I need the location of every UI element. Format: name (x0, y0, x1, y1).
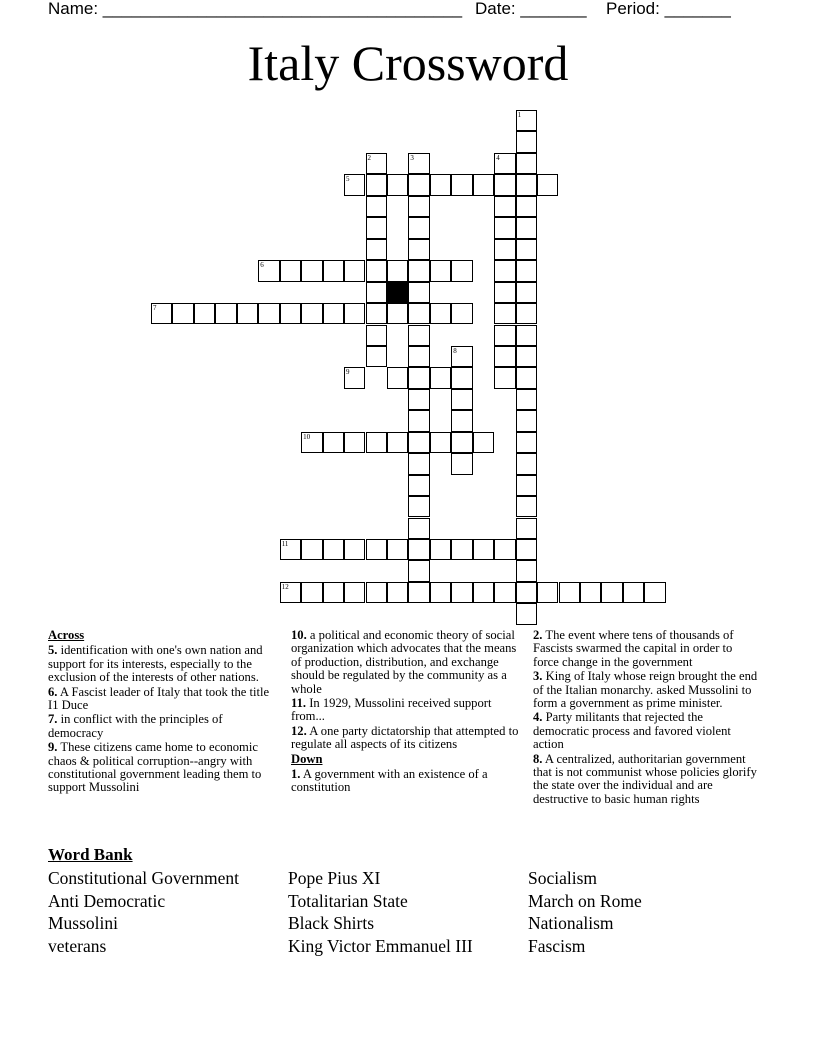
crossword-cell[interactable] (408, 217, 429, 238)
word-bank-item: Totalitarian State (288, 890, 408, 911)
clue-number: 4 (496, 153, 500, 162)
down-clue-3: 3. King of Italy whose reign brought the end of the Italian monarchy. asked Mussolini to form a government as prime minister. (533, 669, 758, 711)
crossword-cell[interactable] (344, 260, 365, 281)
crossword-cell[interactable] (516, 196, 537, 217)
crossword-cell[interactable] (516, 603, 537, 624)
crossword-cell[interactable] (580, 582, 601, 603)
clue-number: 5 (346, 175, 350, 184)
crossword-cell[interactable] (301, 260, 322, 281)
crossword-cell[interactable] (366, 432, 387, 453)
crossword-cell[interactable] (516, 560, 537, 581)
crossword-cell[interactable] (366, 325, 387, 346)
crossword-cell[interactable] (516, 174, 537, 195)
crossword-cell[interactable] (473, 539, 494, 560)
crossword-cell[interactable] (451, 453, 472, 474)
crossword-cell[interactable] (301, 432, 322, 453)
across-clue-5: 5. identification with one's own nation and support for its interests, especially to the exclusion of the interests of other nations. (48, 643, 263, 685)
crossword-cell[interactable] (451, 539, 472, 560)
crossword-cell[interactable] (516, 346, 537, 367)
crossword-cell[interactable] (516, 518, 537, 539)
down-clue-1: 1. A government with an existence of a constitution (291, 767, 488, 795)
crossword-cell[interactable] (451, 346, 472, 367)
crossword-cell[interactable] (344, 432, 365, 453)
crossword-cell[interactable] (237, 303, 258, 324)
crossword-cell[interactable] (408, 346, 429, 367)
crossword-cell[interactable] (408, 367, 429, 388)
crossword-cell[interactable] (323, 582, 344, 603)
word-bank-item: Fascism (528, 935, 586, 956)
crossword-cell[interactable] (408, 475, 429, 496)
crossword-cell[interactable] (516, 239, 537, 260)
crossword-cell[interactable] (516, 582, 537, 603)
crossword-cell[interactable] (494, 282, 515, 303)
crossword-cell[interactable] (408, 539, 429, 560)
crossword-cell[interactable] (494, 260, 515, 281)
page-title: Italy Crossword (247, 35, 569, 91)
crossword-cell[interactable] (408, 325, 429, 346)
crossword-cell[interactable] (473, 174, 494, 195)
crossword-cell[interactable] (344, 174, 365, 195)
crossword-cell[interactable] (258, 260, 279, 281)
crossword-cell[interactable] (408, 303, 429, 324)
crossword-cell[interactable] (408, 196, 429, 217)
crossword-cell[interactable] (516, 260, 537, 281)
crossword-cell[interactable] (516, 153, 537, 174)
crossword-cell[interactable] (494, 153, 515, 174)
crossword-cell[interactable] (516, 432, 537, 453)
crossword-cell[interactable] (430, 260, 451, 281)
crossword-cell[interactable] (430, 303, 451, 324)
clue-number: 9 (346, 368, 350, 377)
clue-number: 7 (153, 304, 157, 313)
word-bank-title: Word Bank (48, 845, 133, 864)
crossword-cell[interactable] (280, 582, 301, 603)
crossword-cell[interactable] (408, 174, 429, 195)
crossword-cell[interactable] (516, 367, 537, 388)
crossword-cell[interactable] (301, 303, 322, 324)
crossword-cell[interactable] (451, 367, 472, 388)
crossword-cell[interactable] (516, 389, 537, 410)
crossword-cell[interactable] (430, 432, 451, 453)
crossword-cell[interactable] (451, 582, 472, 603)
crossword-cell[interactable] (451, 432, 472, 453)
date-field[interactable]: Date: _______ (475, 0, 587, 18)
word-bank-item: Anti Democratic (48, 890, 166, 911)
crossword-cell[interactable] (344, 367, 365, 388)
crossword-cell[interactable] (559, 582, 580, 603)
clue-number: 11 (281, 540, 289, 548)
crossword-cell[interactable] (301, 582, 322, 603)
crossword-cell[interactable] (516, 325, 537, 346)
crossword-cell[interactable] (601, 582, 622, 603)
crossword-cell[interactable] (280, 260, 301, 281)
crossword-cell[interactable] (151, 303, 172, 324)
crossword-cell[interactable] (494, 196, 515, 217)
clue-number: 12 (281, 582, 289, 591)
crossword-cell[interactable] (366, 303, 387, 324)
crossword-cell[interactable] (494, 582, 515, 603)
word-bank-item: veterans (48, 935, 107, 956)
clue-number: 3 (410, 153, 414, 162)
crossword-cell[interactable] (644, 582, 665, 603)
crossword-cell[interactable] (366, 153, 387, 174)
crossword-cell[interactable] (430, 367, 451, 388)
crossword-cell[interactable] (516, 539, 537, 560)
name-field[interactable]: Name: ______________________________________ (48, 0, 463, 18)
crossword-cell[interactable] (537, 174, 558, 195)
crossword-cell[interactable] (516, 410, 537, 431)
crossword-cell[interactable] (408, 582, 429, 603)
word-bank-item: March on Rome (528, 890, 642, 911)
crossword-cell[interactable] (344, 303, 365, 324)
crossword-cell[interactable] (387, 432, 408, 453)
period-field[interactable]: Period: _______ (606, 0, 731, 18)
crossword-cell[interactable] (494, 303, 515, 324)
crossword-cell[interactable] (494, 346, 515, 367)
crossword-cell[interactable] (430, 174, 451, 195)
clue-number: 10 (303, 432, 311, 441)
crossword-cell[interactable] (516, 217, 537, 238)
crossword-cell[interactable] (451, 260, 472, 281)
crossword-cell[interactable] (366, 217, 387, 238)
crossword-cell[interactable] (516, 110, 537, 131)
crossword-cell[interactable] (516, 453, 537, 474)
crossword-cell[interactable] (323, 432, 344, 453)
crossword-cell[interactable] (537, 582, 558, 603)
crossword-cell[interactable] (430, 582, 451, 603)
word-bank-item: Mussolini (48, 913, 119, 934)
crossword-cell[interactable] (323, 539, 344, 560)
crossword-cell[interactable] (366, 260, 387, 281)
crossword-cell[interactable] (451, 174, 472, 195)
black-cell (387, 282, 408, 303)
word-bank-item: King Victor Emmanuel III (288, 935, 473, 956)
crossword-cell[interactable] (408, 389, 429, 410)
across-clue-11: 11. In 1929, Mussolini received support from... (291, 696, 492, 724)
crossword-cell[interactable] (516, 475, 537, 496)
crossword-cell[interactable] (344, 582, 365, 603)
crossword-cell[interactable] (516, 282, 537, 303)
crossword-cell[interactable] (323, 260, 344, 281)
clues-column-3 (533, 629, 759, 807)
crossword-cell[interactable] (408, 282, 429, 303)
crossword-cell[interactable] (408, 560, 429, 581)
crossword-cell[interactable] (623, 582, 644, 603)
crossword-cell[interactable] (451, 389, 472, 410)
crossword-cell[interactable] (516, 131, 537, 152)
clues-column-2 (291, 629, 523, 796)
crossword-cell[interactable] (473, 582, 494, 603)
crossword-cell[interactable] (516, 496, 537, 517)
crossword-cell[interactable] (408, 410, 429, 431)
down-clue-4: 4. Party militants that rejected the democratic process and favored violent action (533, 710, 731, 752)
clue-number: 2 (367, 153, 371, 162)
crossword-cell[interactable] (366, 346, 387, 367)
crossword-cell[interactable] (366, 196, 387, 217)
down-heading: Down (291, 751, 323, 766)
down-clue-2: 2. The event where tens of thousands of Fascists swarmed the capital in order to force change in the government (533, 628, 734, 669)
word-bank-item: Nationalism (528, 913, 614, 934)
crossword-cell[interactable] (366, 174, 387, 195)
across-heading: Across (48, 628, 85, 642)
word-bank-item: Socialism (528, 868, 598, 888)
crossword-cell[interactable] (258, 303, 279, 324)
crossword-cell[interactable] (408, 260, 429, 281)
crossword-cell[interactable] (387, 260, 408, 281)
crossword-cell[interactable] (172, 303, 193, 324)
across-clue-7: 7. in conflict with the principles of democracy (48, 712, 223, 740)
across-clue-12: 12. A one party dictatorship that attempted to regulate all aspects of its citizens (291, 723, 519, 752)
word-bank-item: Constitutional Government (48, 868, 240, 888)
crossword-cell[interactable] (408, 518, 429, 539)
across-clue-10: 10. a political and economic theory of social organization which advocates that the means of production, distribution, and exchange should be regulated by the community as a whole (291, 628, 517, 696)
crossword-cell[interactable] (408, 453, 429, 474)
crossword-cell[interactable] (494, 367, 515, 388)
crossword-cell[interactable] (366, 282, 387, 303)
crossword-cell[interactable] (451, 303, 472, 324)
crossword-cell[interactable] (344, 539, 365, 560)
crossword-cell[interactable] (280, 539, 301, 560)
crossword-cell[interactable] (387, 174, 408, 195)
crossword-cell[interactable] (473, 432, 494, 453)
crossword-cell[interactable] (387, 367, 408, 388)
crossword-cell[interactable] (387, 303, 408, 324)
crossword-cell[interactable] (280, 303, 301, 324)
crossword-cell[interactable] (387, 539, 408, 560)
crossword-cell[interactable] (194, 303, 215, 324)
crossword-cell[interactable] (408, 432, 429, 453)
crossword-cell[interactable] (408, 239, 429, 260)
crossword-cell[interactable] (408, 496, 429, 517)
crossword-cell[interactable] (430, 539, 451, 560)
clue-number: 6 (260, 261, 264, 270)
crossword-cell[interactable] (494, 174, 515, 195)
clue-number: 8 (453, 346, 457, 355)
clues-column-1 (48, 629, 280, 796)
crossword-cell[interactable] (408, 153, 429, 174)
word-bank-column-1 (48, 867, 239, 957)
crossword-cell[interactable] (494, 239, 515, 260)
crossword-cell[interactable] (494, 539, 515, 560)
crossword-cell[interactable] (301, 539, 322, 560)
crossword-cell[interactable] (323, 303, 344, 324)
word-bank-item: Black Shirts (288, 913, 375, 934)
crossword-cell[interactable] (387, 582, 408, 603)
word-bank-column-2 (288, 867, 473, 957)
crossword-cell[interactable] (516, 303, 537, 324)
crossword-cell[interactable] (366, 582, 387, 603)
clue-number: 1 (517, 111, 522, 119)
crossword-cell[interactable] (494, 217, 515, 238)
crossword-cell[interactable] (494, 325, 515, 346)
word-bank-column-3 (528, 867, 642, 957)
down-clue-8: 8. A centralized, authoritarian government that is not communist whose policies glorify the state over the individual and are destructive to basic human rights (533, 751, 757, 806)
crossword-cell[interactable] (366, 539, 387, 560)
crossword-cell[interactable] (366, 239, 387, 260)
crossword-cell[interactable] (215, 303, 236, 324)
crossword-cell[interactable] (451, 410, 472, 431)
across-clue-9: 9. These citizens came home to economic chaos & political corruption--angry with constitutional government leading them to support Mussolini (48, 740, 262, 795)
across-clue-6: 6. A Fascist leader of Italy that took the title I1 Duce (48, 684, 270, 713)
word-bank-item: Pope Pius XI (288, 868, 381, 888)
